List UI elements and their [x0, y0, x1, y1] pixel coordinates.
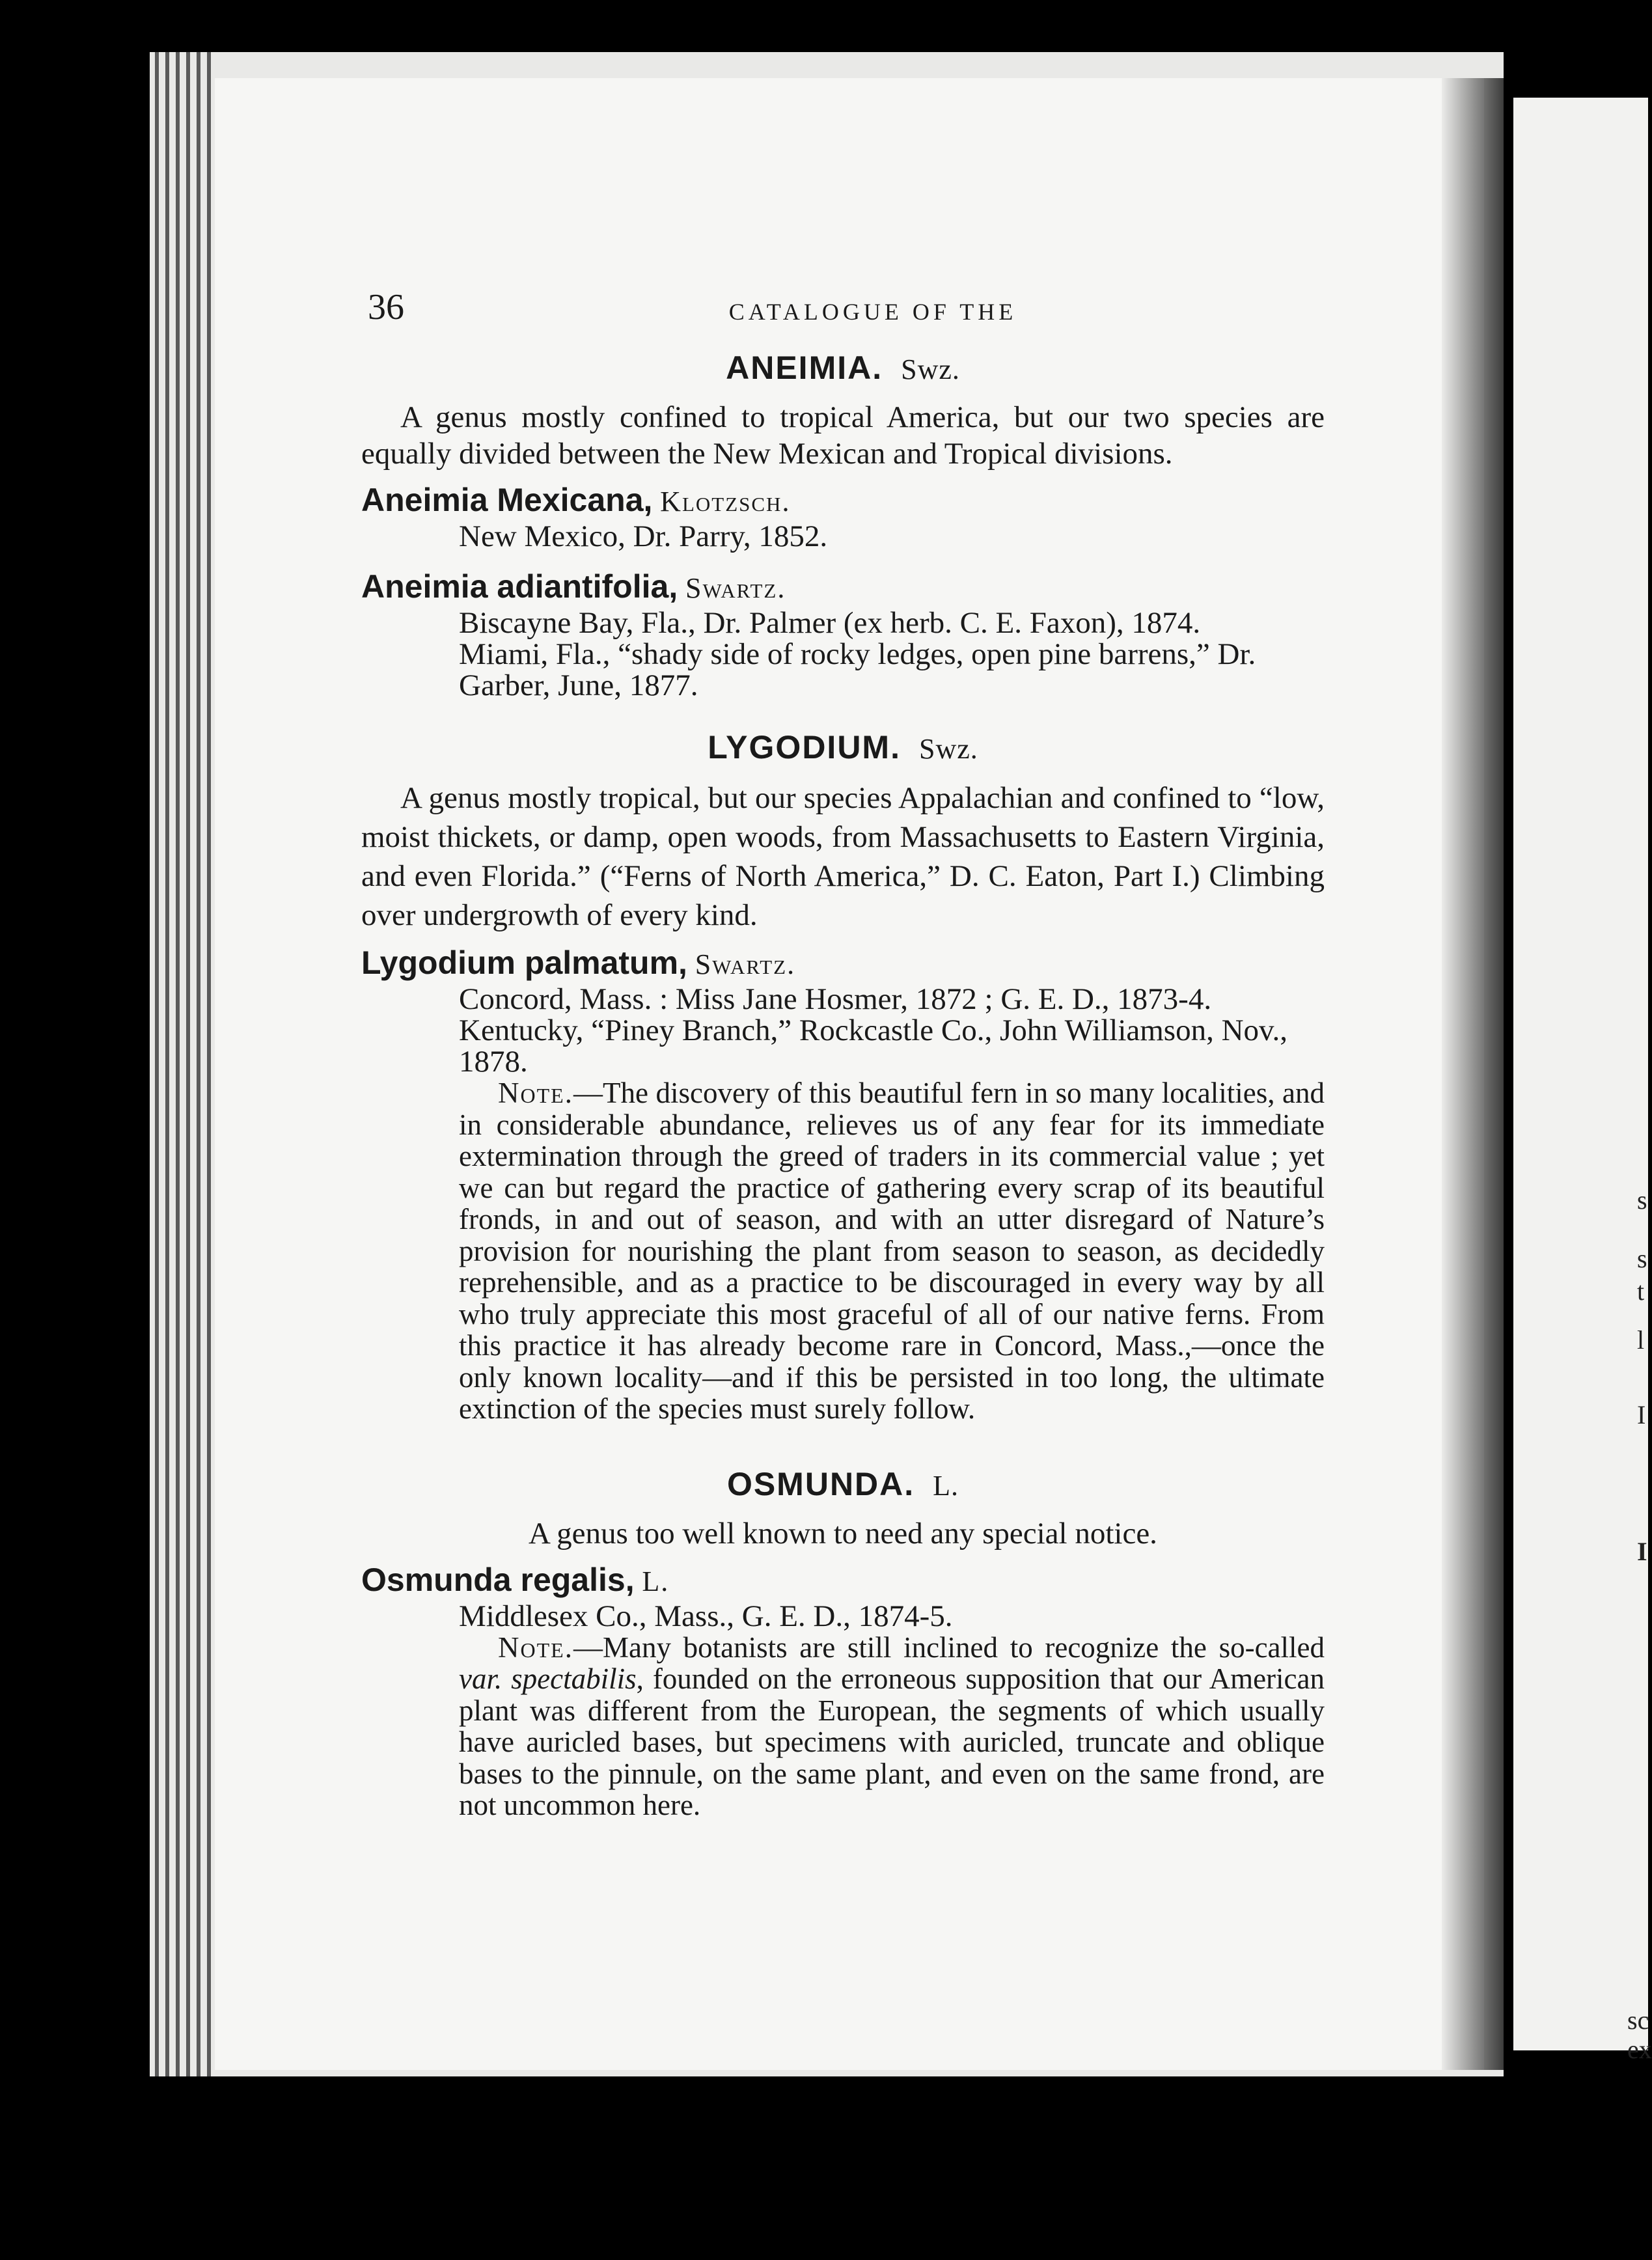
binding-gutter-shadow [1442, 78, 1513, 2070]
facing-page-fragment: I [1637, 1400, 1646, 1429]
species-localities [459, 984, 1325, 1077]
genus-intro: A genus too well known to need any special notice. [529, 1516, 1157, 1550]
genus-authority: Swz. [918, 733, 978, 765]
species-note [459, 1077, 1325, 1425]
note-italic-text: var. spectabilis [459, 1662, 637, 1695]
species-authority: L. [642, 1565, 670, 1597]
locality-line: New Mexico, Dr. Parry, 1852. [459, 519, 828, 553]
note-label: Note. [498, 1631, 573, 1664]
locality-line: Middlesex Co., Mass., G. E. D., 1874-5. [459, 1599, 953, 1633]
species-localities [459, 521, 1325, 552]
page-content [361, 338, 1325, 1821]
facing-page [1513, 98, 1652, 2064]
species-authority: Swartz. [695, 948, 796, 980]
facing-page-fragment: ex [1627, 2035, 1652, 2064]
page-edge [197, 52, 200, 2076]
genus-name: ANEIMIA. [726, 350, 883, 386]
genus-intro: A genus mostly confined to tropical America, but our two species are equally divided between the New Mexican and Tropical divisions. [361, 400, 1325, 471]
page-edge [155, 52, 159, 2076]
page-edge [207, 52, 211, 2076]
species-localities [459, 1601, 1325, 1632]
species-entry [361, 481, 1325, 521]
genus-section-lygodium [361, 718, 1325, 1425]
facing-page-fragment: t [1637, 1276, 1645, 1306]
genus-authority: Swz. [901, 353, 960, 385]
genus-heading [361, 718, 1325, 779]
locality-line: Kentucky, “Piney Branch,” Rockcastle Co., John Williamson, Nov., 1878. [459, 1013, 1287, 1079]
page-number: 36 [368, 287, 404, 327]
species-authority: Klotzsch. [660, 486, 791, 517]
running-head: CATALOGUE OF THE [728, 299, 1017, 325]
species-name: Aneimia adiantifolia, [361, 568, 678, 605]
species-entry [361, 568, 1325, 607]
species-localities [459, 607, 1325, 701]
locality-line: Biscayne Bay, Fla., Dr. Palmer (ex herb. C. E. Faxon), 1874. [459, 606, 1201, 640]
note-label: Note. [498, 1077, 573, 1109]
genus-heading [361, 1455, 1325, 1515]
species-entry [361, 944, 1325, 984]
genus-authority: L. [933, 1469, 959, 1502]
page-edge [176, 52, 180, 2076]
genus-name: OSMUNDA. [726, 1465, 915, 1502]
facing-page-fragment: I [1637, 1537, 1647, 1566]
species-note [459, 1632, 1325, 1821]
species-authority: Swartz. [685, 572, 786, 604]
note-text: , founded on the erroneous supposition that our American plant was different from the European, the segments of which usually have auricled bases, but specimens with auricled, truncate and oblique bases to the pinnule, on the same plant, and even on the same frond, are not uncommon here. [459, 1662, 1325, 1821]
locality-line: Miami, Fla., “shady side of rocky ledges, open pine barrens,” Dr. Garber, June, 1877. [459, 637, 1256, 702]
species-name: Aneimia Mexicana, [361, 482, 653, 518]
note-text: —Many botanists are still inclined to recognize the so-called [573, 1631, 1325, 1664]
genus-intro: A genus mostly tropical, but our species Appalachian and confined to “low, moist thickets, or damp, open woods, from Massachusetts to Eastern Virginia, and even Florida.” (“Ferns of North America,” D. C. Eaton, Part I.) Climbing over undergrowth of every kind. [361, 781, 1325, 932]
facing-page-fragment: s [1637, 1185, 1647, 1215]
genus-section-aneimia [361, 338, 1325, 701]
facing-page-fragment: sc [1627, 2005, 1649, 2035]
page-edge [165, 52, 169, 2076]
genus-name: LYGODIUM. [708, 729, 901, 765]
species-name: Lygodium palmatum, [361, 944, 687, 981]
genus-section-osmunda [361, 1455, 1325, 1821]
facing-page-fragment: l [1637, 1325, 1645, 1355]
species-name: Osmunda regalis, [361, 1561, 635, 1598]
page-edge [186, 52, 190, 2076]
note-text: —The discovery of this beautiful fern in so many localities, and in considerable abundance, relieves us of any fear for its immediate extermination through the greed of traders in its commercial value ; yet we can but regard the practice of gathering every scrap of its beautiful fronds, in and out of season, and with an utter disregard of Nature’s provision for nourishing the plant from season to season, as decidedly reprehensible, and as a practice to be discouraged in every way by all who truly appreciate this most graceful of all of our native ferns. From this practice it has already become rare in Concord, Mass.,—once the only known locality—and if this be persisted in too long, the ultimate extinction of the species must surely follow. [459, 1077, 1325, 1425]
facing-page-fragment: s [1637, 1244, 1647, 1273]
genus-heading [361, 338, 1325, 399]
species-entry [361, 1561, 1325, 1601]
locality-line: Concord, Mass. : Miss Jane Hosmer, 1872 ; G. E. D., 1873-4. [459, 982, 1212, 1016]
